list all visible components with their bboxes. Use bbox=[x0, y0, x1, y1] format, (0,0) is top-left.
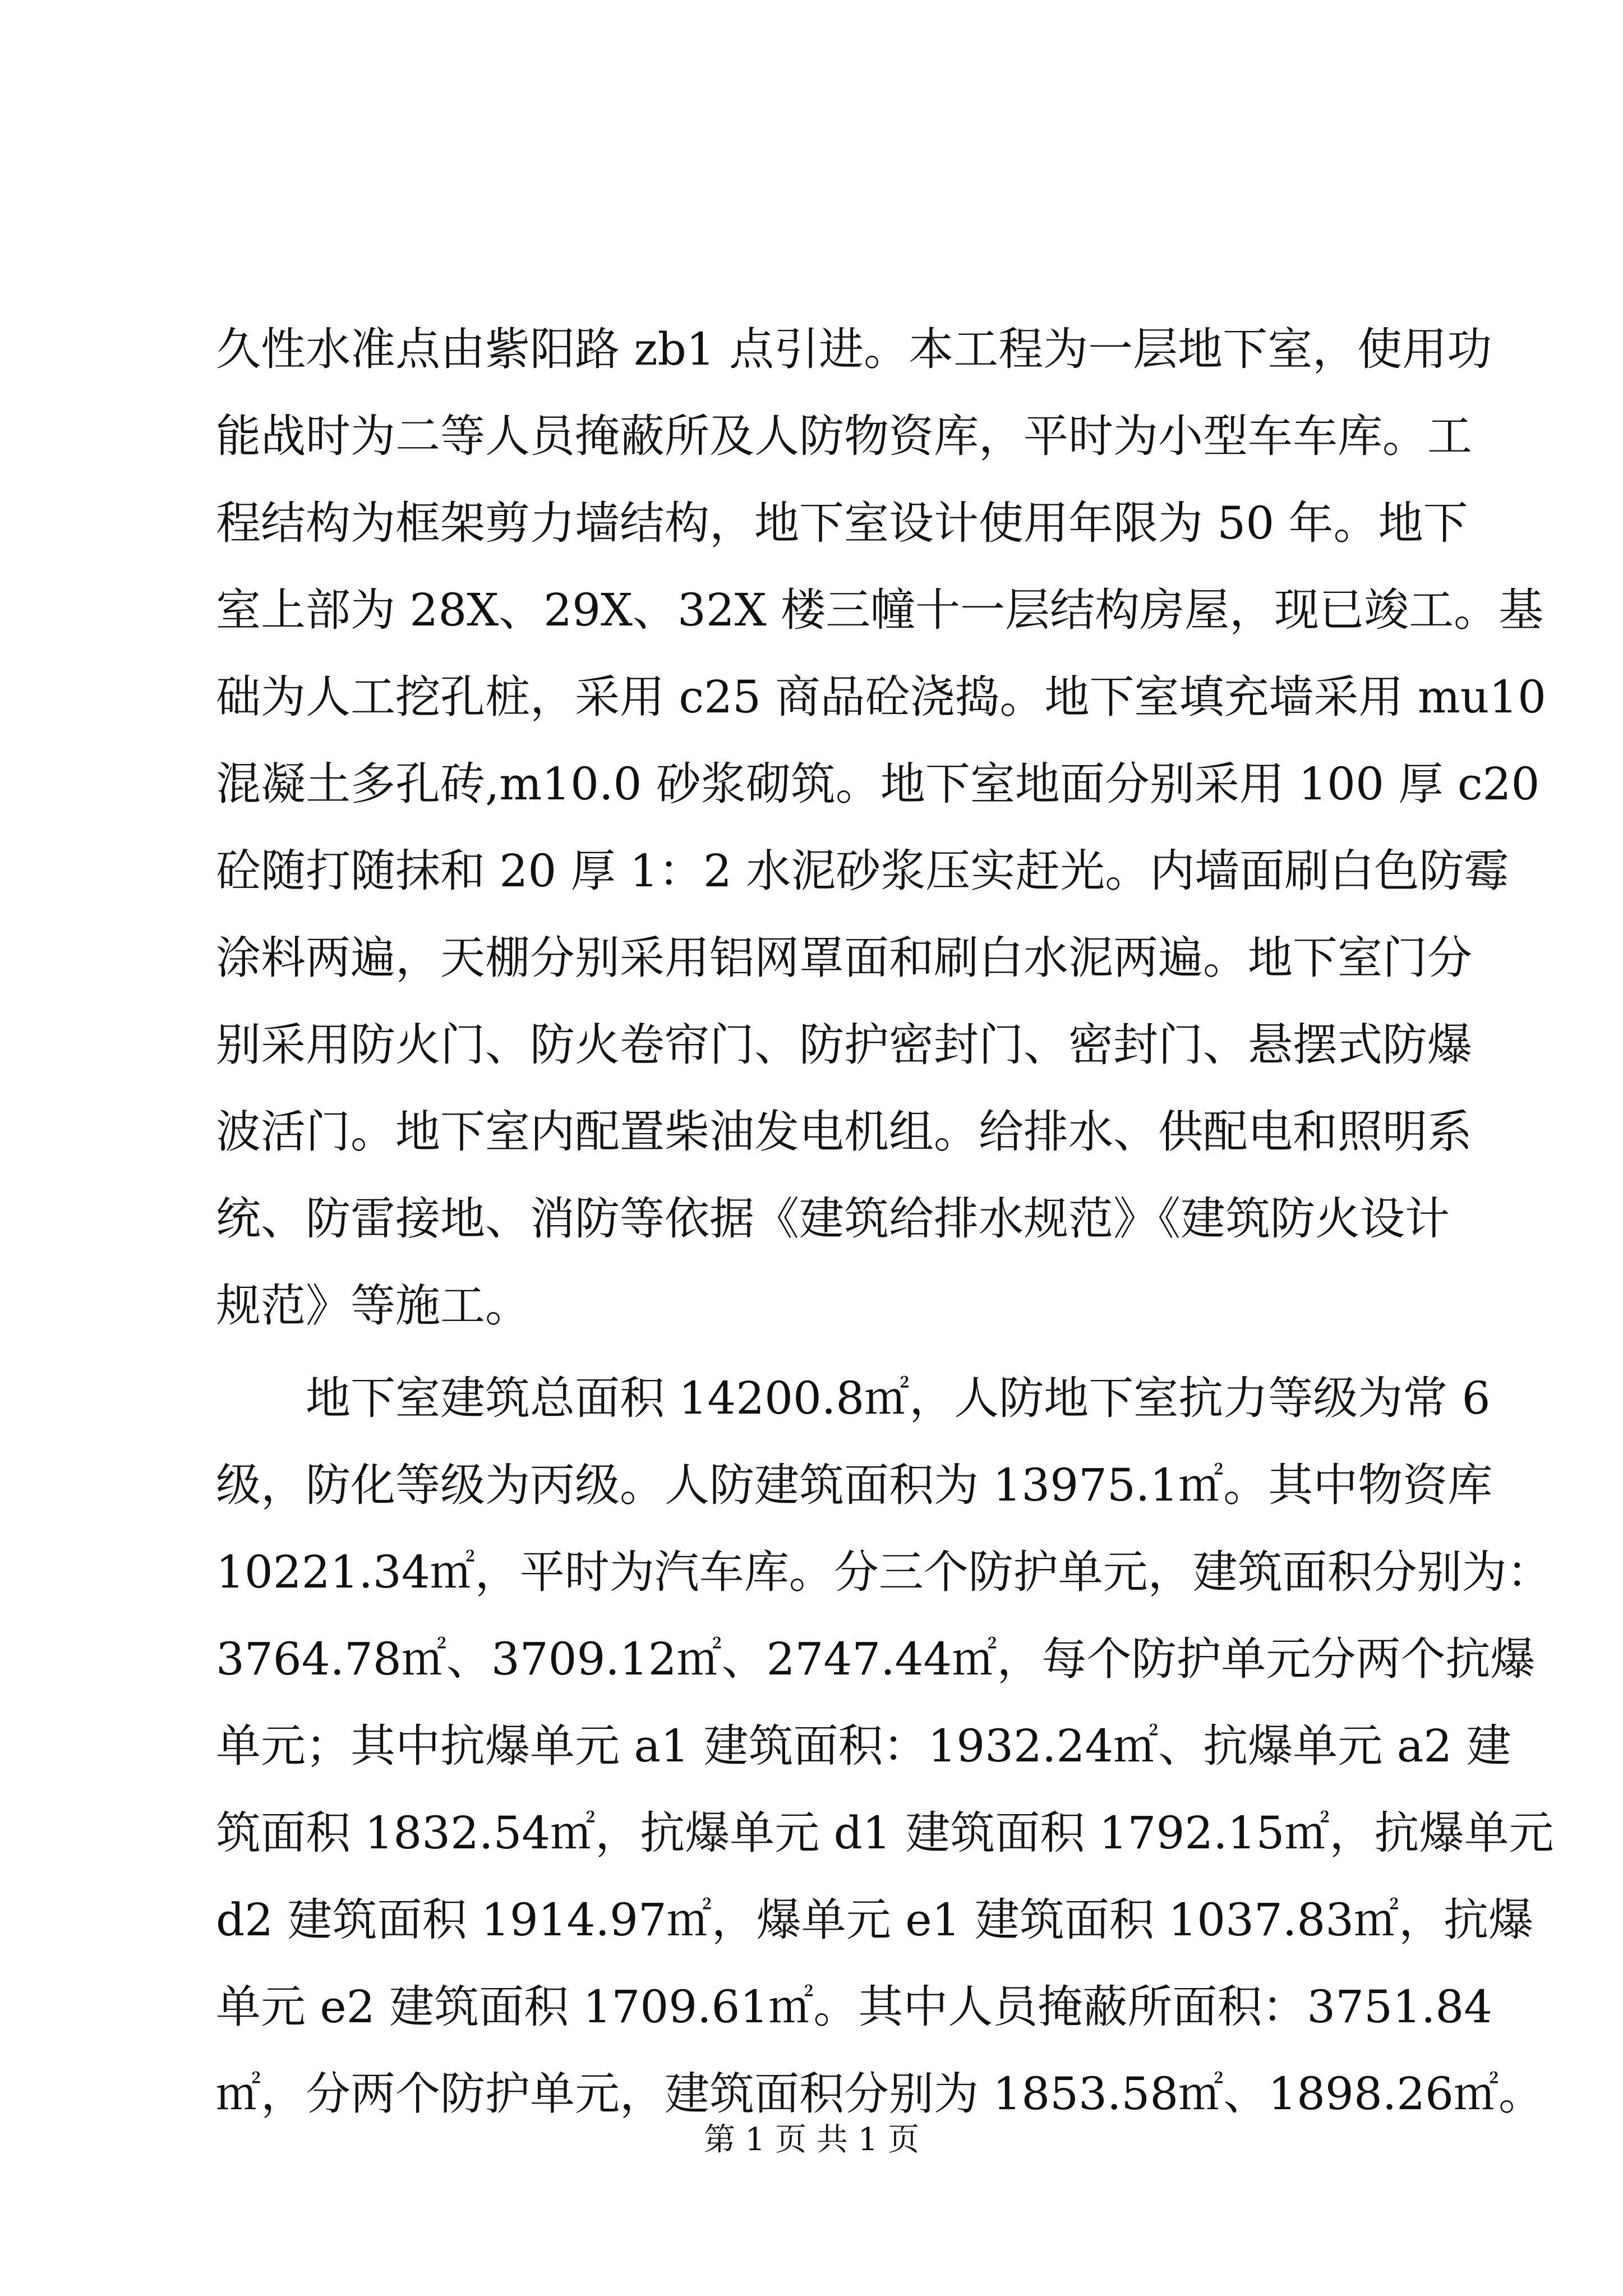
text-line: 地下室建筑总面积 14200.8㎡，人防地下室抗力等级为常 6 bbox=[216, 1372, 1491, 1424]
text-line: 混凝土多孔砖,m10.0 砂浆砌筑。地下室地面分别采用 100 厚 c20 bbox=[216, 758, 1540, 810]
text-line: 涂料两遍，天棚分别采用铝网罩面和刷白水泥两遍。地下室门分 bbox=[216, 932, 1472, 984]
paragraph-gap bbox=[216, 1349, 1410, 1355]
text-line: 础为人工挖孔桩，采用 c25 商品砼浇捣。地下室填充墙采用 mu10 bbox=[216, 671, 1547, 723]
text-line: 单元 e2 建筑面积 1709.61㎡。其中人员掩蔽所面积：3751.84 bbox=[216, 1981, 1493, 2033]
text-line: 级，防化等级为丙级。人防建筑面积为 13975.1㎡。其中物资库 bbox=[216, 1459, 1493, 1511]
text-line: 统、防雷接地、消防等依据《建筑给排水规范》《建筑防火设计 bbox=[216, 1193, 1450, 1245]
text-line: 程结构为框架剪力墙结构，地下室设计使用年限为 50 年。地下 bbox=[216, 497, 1468, 549]
text-line: 砼随打随抹和 20 厚 1：2 水泥砂浆压实赶光。内墙面刷白色防霉 bbox=[216, 845, 1509, 897]
text-line: 3764.78㎡、3709.12㎡、2747.44㎡，每个防护单元分两个抗爆 bbox=[216, 1633, 1536, 1685]
page-footer: 第 1 页 共 1 页 bbox=[703, 2122, 920, 2158]
text-line: 规范》等施工。 bbox=[216, 1280, 530, 1332]
text-line: 10221.34㎡，平时为汽车库。分三个防护单元，建筑面积分别为： bbox=[216, 1546, 1552, 1598]
text-line: ㎡，分两个防护单元，建筑面积分别为 1853.58㎡、1898.26㎡。 bbox=[216, 2068, 1544, 2120]
text-line: 能战时为二等人员掩蔽所及人防物资库，平时为小型车车库。工 bbox=[216, 410, 1472, 462]
paragraph-2 bbox=[216, 1355, 1554, 2137]
text-line: 室上部为 28X、29X、32X 楼三幢十一层结构房屋，现已竣工。基 bbox=[216, 584, 1544, 636]
text-line: 筑面积 1832.54㎡，抗爆单元 d1 建筑面积 1792.15㎡，抗爆单元 bbox=[216, 1807, 1554, 1859]
text-line: 单元；其中抗爆单元 a1 建筑面积：1932.24㎡、抗爆单元 a2 建 bbox=[216, 1720, 1511, 1772]
text-line: d2 建筑面积 1914.97㎡，爆单元 e1 建筑面积 1037.83㎡，抗爆 bbox=[216, 1894, 1534, 1946]
text-line: 久性水准点由紫阳路 zb1 点引进。本工程为一层地下室，使用功 bbox=[216, 323, 1492, 375]
paragraph-1 bbox=[216, 306, 1547, 1349]
text-line: 波活门。地下室内配置柴油发电机组。给排水、供配电和照明系 bbox=[216, 1106, 1472, 1158]
document-body bbox=[216, 306, 1554, 2137]
text-line: 别采用防火门、防火卷帘门、防护密封门、密封门、悬摆式防爆 bbox=[216, 1019, 1472, 1071]
